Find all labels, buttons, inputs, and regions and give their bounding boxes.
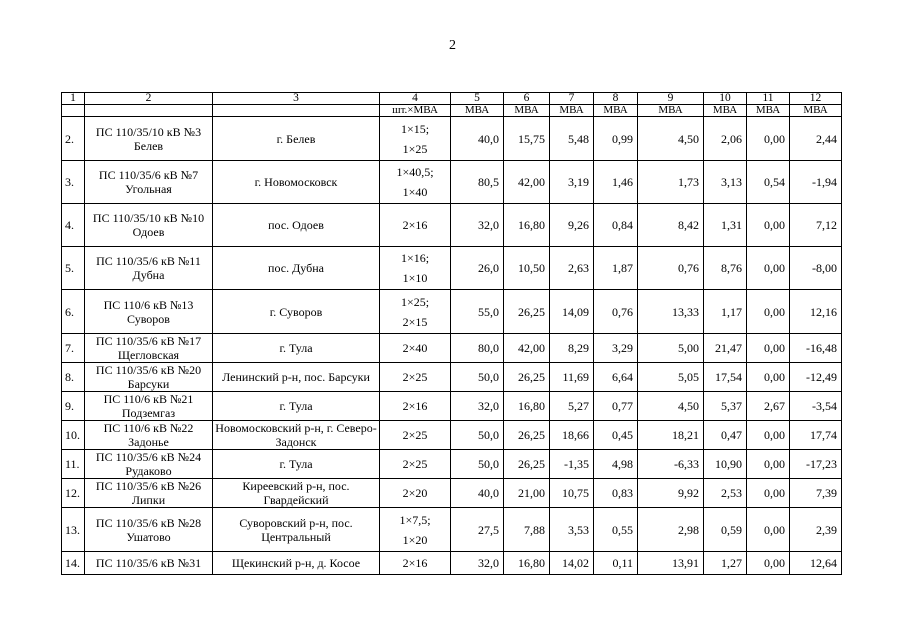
- unit-cell: [213, 105, 380, 117]
- value-cell-c5: 80,5: [451, 161, 504, 204]
- value-cell-c11: 0,00: [747, 552, 790, 575]
- column-number-cell: 4: [380, 93, 451, 105]
- row-number-cell: 2.: [62, 117, 85, 161]
- value-cell-c9: 4,50: [638, 392, 704, 421]
- table-row: [62, 479, 842, 508]
- row-number-cell: 4.: [62, 204, 85, 247]
- substation-name-cell: ПС 110/6 кВ №22 Задонье: [85, 421, 213, 450]
- value-cell-c12: -1,94: [790, 161, 842, 204]
- unit-cell: МВА: [704, 105, 747, 117]
- transformer-capacity-cell: [380, 204, 451, 247]
- value-cell-c7: 5,27: [550, 392, 594, 421]
- value-cell-c10: 0,59: [704, 508, 747, 552]
- value-cell-c12: 12,64: [790, 552, 842, 575]
- transformer-capacity-cell: [380, 508, 451, 552]
- location-cell: Новомосковский р-н, г. Северо-Задонск: [213, 421, 380, 450]
- value-cell-c11: 0,00: [747, 363, 790, 392]
- value-cell-c5: 27,5: [451, 508, 504, 552]
- substation-name-cell: ПС 110/35/6 кВ №20 Барсуки: [85, 363, 213, 392]
- unit-cell: МВА: [550, 105, 594, 117]
- value-cell-c8: 1,87: [594, 247, 638, 290]
- transformer-capacity-cell: [380, 479, 451, 508]
- value-cell-c7: 5,48: [550, 117, 594, 161]
- value-cell-c6: 7,88: [504, 508, 550, 552]
- capacity-line: 2×40: [402, 341, 428, 355]
- value-cell-c12: 7,12: [790, 204, 842, 247]
- value-cell-c11: 0,00: [747, 479, 790, 508]
- value-cell-c5: 55,0: [451, 290, 504, 334]
- substation-name-cell: ПС 110/35/6 кВ №24 Рудаково: [85, 450, 213, 479]
- unit-cell: МВА: [451, 105, 504, 117]
- substation-name-cell: ПС 110/35/6 кВ №11 Дубна: [85, 247, 213, 290]
- capacity-line: 1×10: [402, 271, 428, 285]
- transformer-capacity-cell: [380, 161, 451, 204]
- substation-name-cell: ПС 110/6 кВ №21 Подземгаз: [85, 392, 213, 421]
- value-cell-c12: 7,39: [790, 479, 842, 508]
- column-number-cell: 2: [85, 93, 213, 105]
- value-cell-c9: -6,33: [638, 450, 704, 479]
- capacity-line: 2×15: [402, 314, 428, 329]
- location-cell: Киреевский р-н, пос. Гвардейский: [213, 479, 380, 508]
- value-cell-c8: 0,84: [594, 204, 638, 247]
- capacity-line: 2×16: [402, 556, 428, 570]
- transformer-capacity-cell: [380, 421, 451, 450]
- column-number-cell: 5: [451, 93, 504, 105]
- value-cell-c7: 18,66: [550, 421, 594, 450]
- value-cell-c7: 11,69: [550, 363, 594, 392]
- value-cell-c8: 4,98: [594, 450, 638, 479]
- substation-name-cell: ПС 110/35/6 кВ №28 Ушатово: [85, 508, 213, 552]
- table-row: [62, 508, 842, 552]
- row-number-cell: 6.: [62, 290, 85, 334]
- value-cell-c11: 0,00: [747, 450, 790, 479]
- units-row: [62, 105, 842, 117]
- unit-cell: [62, 105, 85, 117]
- value-cell-c6: 21,00: [504, 479, 550, 508]
- value-cell-c8: 0,99: [594, 117, 638, 161]
- transformer-capacity-cell: [380, 450, 451, 479]
- transformer-capacity-cell: [380, 392, 451, 421]
- column-number-cell: 11: [747, 93, 790, 105]
- capacity-line: 1×40: [402, 185, 428, 199]
- value-cell-c12: -16,48: [790, 334, 842, 363]
- value-cell-c11: 0,00: [747, 204, 790, 247]
- value-cell-c6: 15,75: [504, 117, 550, 161]
- location-cell: г. Белев: [213, 117, 380, 161]
- value-cell-c10: 3,13: [704, 161, 747, 204]
- table-row: [62, 552, 842, 575]
- value-cell-c8: 0,55: [594, 508, 638, 552]
- table-row: [62, 247, 842, 290]
- row-number-cell: 11.: [62, 450, 85, 479]
- value-cell-c5: 50,0: [451, 450, 504, 479]
- value-cell-c6: 26,25: [504, 290, 550, 334]
- unit-cell: шт.×МВА: [380, 105, 451, 117]
- value-cell-c6: 16,80: [504, 204, 550, 247]
- value-cell-c9: 18,21: [638, 421, 704, 450]
- value-cell-c12: -12,49: [790, 363, 842, 392]
- substation-name-cell: ПС 110/35/6 кВ №26 Липки: [85, 479, 213, 508]
- capacity-line: 2×25: [402, 428, 428, 442]
- value-cell-c11: 0,00: [747, 117, 790, 161]
- value-cell-c5: 40,0: [451, 479, 504, 508]
- value-cell-c8: 0,77: [594, 392, 638, 421]
- value-cell-c10: 21,47: [704, 334, 747, 363]
- column-number-row: [62, 93, 842, 105]
- location-cell: г. Тула: [213, 450, 380, 479]
- substation-load-table: [61, 92, 842, 575]
- capacity-line: 2×25: [402, 457, 428, 471]
- value-cell-c7: -1,35: [550, 450, 594, 479]
- table-row: [62, 290, 842, 334]
- value-cell-c11: 0,00: [747, 508, 790, 552]
- value-cell-c10: 8,76: [704, 247, 747, 290]
- column-number-cell: 9: [638, 93, 704, 105]
- location-cell: г. Тула: [213, 392, 380, 421]
- value-cell-c8: 0,83: [594, 479, 638, 508]
- capacity-line: 1×25;: [400, 294, 430, 309]
- value-cell-c9: 9,92: [638, 479, 704, 508]
- value-cell-c9: 5,00: [638, 334, 704, 363]
- unit-cell: МВА: [504, 105, 550, 117]
- value-cell-c9: 2,98: [638, 508, 704, 552]
- value-cell-c7: 3,19: [550, 161, 594, 204]
- table-row: [62, 421, 842, 450]
- substation-name-cell: ПС 110/6 кВ №13 Суворов: [85, 290, 213, 334]
- value-cell-c6: 26,25: [504, 450, 550, 479]
- value-cell-c12: -17,23: [790, 450, 842, 479]
- value-cell-c12: -3,54: [790, 392, 842, 421]
- value-cell-c5: 32,0: [451, 204, 504, 247]
- value-cell-c7: 9,26: [550, 204, 594, 247]
- value-cell-c8: 0,76: [594, 290, 638, 334]
- value-cell-c7: 10,75: [550, 479, 594, 508]
- value-cell-c6: 16,80: [504, 552, 550, 575]
- value-cell-c10: 2,53: [704, 479, 747, 508]
- value-cell-c12: 17,74: [790, 421, 842, 450]
- capacity-line: 1×16;: [400, 251, 430, 265]
- value-cell-c10: 17,54: [704, 363, 747, 392]
- substation-name-cell: ПС 110/35/6 кВ №31: [85, 552, 213, 575]
- transformer-capacity-cell: [380, 552, 451, 575]
- value-cell-c9: 8,42: [638, 204, 704, 247]
- row-number-cell: 10.: [62, 421, 85, 450]
- value-cell-c8: 1,46: [594, 161, 638, 204]
- location-cell: Щекинский р-н, д. Косое: [213, 552, 380, 575]
- value-cell-c10: 1,27: [704, 552, 747, 575]
- value-cell-c5: 80,0: [451, 334, 504, 363]
- value-cell-c10: 1,31: [704, 204, 747, 247]
- value-cell-c9: 13,91: [638, 552, 704, 575]
- value-cell-c9: 1,73: [638, 161, 704, 204]
- transformer-capacity-cell: [380, 334, 451, 363]
- row-number-cell: 3.: [62, 161, 85, 204]
- capacity-line: 1×20: [402, 532, 428, 547]
- value-cell-c5: 50,0: [451, 421, 504, 450]
- column-number-cell: 10: [704, 93, 747, 105]
- table-row: [62, 363, 842, 392]
- value-cell-c6: 26,25: [504, 363, 550, 392]
- value-cell-c8: 0,45: [594, 421, 638, 450]
- row-number-cell: 12.: [62, 479, 85, 508]
- row-number-cell: 8.: [62, 363, 85, 392]
- unit-cell: МВА: [747, 105, 790, 117]
- table-row: [62, 392, 842, 421]
- location-cell: г. Новомосковск: [213, 161, 380, 204]
- value-cell-c8: 0,11: [594, 552, 638, 575]
- column-number-cell: 6: [504, 93, 550, 105]
- column-number-cell: 1: [62, 93, 85, 105]
- value-cell-c10: 2,06: [704, 117, 747, 161]
- capacity-line: 1×15;: [400, 121, 430, 136]
- value-cell-c7: 14,02: [550, 552, 594, 575]
- value-cell-c11: 2,67: [747, 392, 790, 421]
- transformer-capacity-cell: [380, 363, 451, 392]
- value-cell-c11: 0,54: [747, 161, 790, 204]
- value-cell-c6: 16,80: [504, 392, 550, 421]
- row-number-cell: 5.: [62, 247, 85, 290]
- location-cell: г. Суворов: [213, 290, 380, 334]
- capacity-line: 2×25: [402, 370, 428, 384]
- table-row: [62, 334, 842, 363]
- table-row: [62, 161, 842, 204]
- value-cell-c8: 6,64: [594, 363, 638, 392]
- value-cell-c10: 1,17: [704, 290, 747, 334]
- transformer-capacity-cell: [380, 117, 451, 161]
- value-cell-c6: 42,00: [504, 161, 550, 204]
- substation-name-cell: ПС 110/35/6 кВ №7 Угольная: [85, 161, 213, 204]
- value-cell-c7: 14,09: [550, 290, 594, 334]
- capacity-line: 2×16: [402, 218, 428, 232]
- value-cell-c9: 13,33: [638, 290, 704, 334]
- substation-name-cell: ПС 110/35/10 кВ №3 Белев: [85, 117, 213, 161]
- transformer-capacity-cell: [380, 247, 451, 290]
- value-cell-c7: 3,53: [550, 508, 594, 552]
- value-cell-c7: 8,29: [550, 334, 594, 363]
- row-number-cell: 9.: [62, 392, 85, 421]
- value-cell-c11: 0,00: [747, 421, 790, 450]
- value-cell-c6: 10,50: [504, 247, 550, 290]
- value-cell-c9: 4,50: [638, 117, 704, 161]
- unit-cell: МВА: [638, 105, 704, 117]
- value-cell-c10: 5,37: [704, 392, 747, 421]
- location-cell: пос. Одоев: [213, 204, 380, 247]
- value-cell-c6: 42,00: [504, 334, 550, 363]
- location-cell: пос. Дубна: [213, 247, 380, 290]
- capacity-line: 2×20: [402, 486, 428, 500]
- value-cell-c11: 0,00: [747, 290, 790, 334]
- value-cell-c5: 26,0: [451, 247, 504, 290]
- value-cell-c11: 0,00: [747, 334, 790, 363]
- row-number-cell: 7.: [62, 334, 85, 363]
- capacity-line: 1×7,5;: [399, 512, 431, 527]
- value-cell-c10: 10,90: [704, 450, 747, 479]
- column-number-cell: 12: [790, 93, 842, 105]
- capacity-line: 1×25: [402, 141, 428, 156]
- page-number: 2: [449, 38, 456, 53]
- value-cell-c5: 32,0: [451, 552, 504, 575]
- row-number-cell: 13.: [62, 508, 85, 552]
- value-cell-c10: 0,47: [704, 421, 747, 450]
- value-cell-c6: 26,25: [504, 421, 550, 450]
- location-cell: Суворовский р-н, пос. Центральный: [213, 508, 380, 552]
- unit-cell: МВА: [790, 105, 842, 117]
- column-number-cell: 8: [594, 93, 638, 105]
- location-cell: Ленинский р-н, пос. Барсуки: [213, 363, 380, 392]
- value-cell-c12: -8,00: [790, 247, 842, 290]
- transformer-capacity-cell: [380, 290, 451, 334]
- capacity-line: 2×16: [402, 399, 428, 413]
- row-number-cell: 14.: [62, 552, 85, 575]
- table-row: [62, 450, 842, 479]
- unit-cell: [85, 105, 213, 117]
- value-cell-c5: 50,0: [451, 363, 504, 392]
- value-cell-c7: 2,63: [550, 247, 594, 290]
- unit-cell: МВА: [594, 105, 638, 117]
- substation-name-cell: ПС 110/35/10 кВ №10 Одоев: [85, 204, 213, 247]
- value-cell-c11: 0,00: [747, 247, 790, 290]
- value-cell-c8: 3,29: [594, 334, 638, 363]
- table-row: [62, 117, 842, 161]
- value-cell-c12: 2,39: [790, 508, 842, 552]
- value-cell-c12: 12,16: [790, 290, 842, 334]
- substation-name-cell: ПС 110/35/6 кВ №17 Щегловская: [85, 334, 213, 363]
- location-cell: г. Тула: [213, 334, 380, 363]
- value-cell-c12: 2,44: [790, 117, 842, 161]
- value-cell-c9: 0,76: [638, 247, 704, 290]
- column-number-cell: 7: [550, 93, 594, 105]
- value-cell-c5: 32,0: [451, 392, 504, 421]
- value-cell-c9: 5,05: [638, 363, 704, 392]
- capacity-line: 1×40,5;: [396, 165, 434, 179]
- value-cell-c5: 40,0: [451, 117, 504, 161]
- table-row: [62, 204, 842, 247]
- column-number-cell: 3: [213, 93, 380, 105]
